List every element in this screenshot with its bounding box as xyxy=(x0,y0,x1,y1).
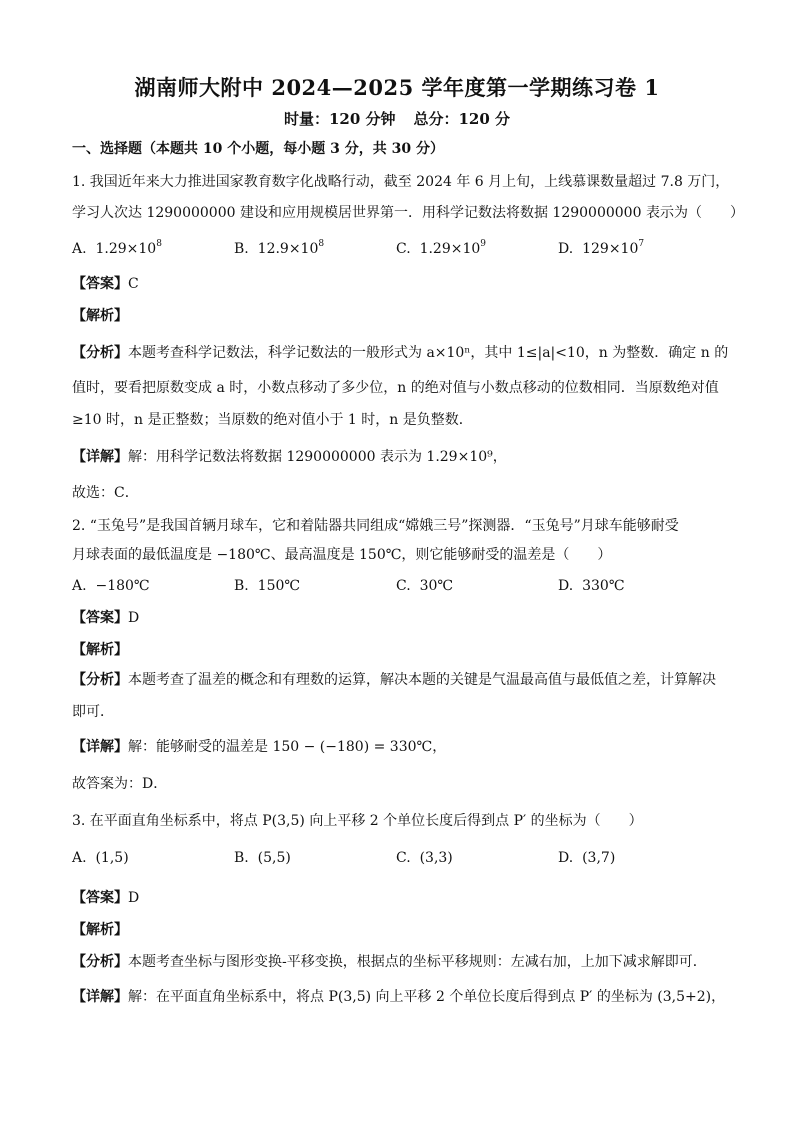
q2-jiexi-label: 【解析】 xyxy=(72,642,128,658)
section-heading: 一、选择题（本题共 10 个小题，每小题 3 分，共 30 分） xyxy=(72,141,444,157)
q1-stem-line-2: 学习人次达 1290000000 建设和应用规模居世界第一．用科学记数法将数据 1290000000 表示为（ ） xyxy=(72,205,744,221)
q1-option-c: C. $1.29\times 10^9$ xyxy=(396,239,487,257)
q1-analysis-line-1: 【分析】本题考查科学记数法，科学记数法的一般形式为 a×10ⁿ，其中 1≤|a|<10，n 为整数．确定 n 的 xyxy=(72,345,729,361)
q3-solution: 【详解】解：在平面直角坐标系中，将点 P(3,5) 向上平移 2 个单位长度后得到点 P′ 的坐标为 (3,5+2)， xyxy=(72,989,726,1005)
q2-stem-line-2: 月球表面的最低温度是 −180℃、最高温度是 150℃，则它能够耐受的温差是（ ） xyxy=(72,547,612,563)
q3-option-d: D. (3,7) xyxy=(558,850,616,866)
q2-conclusion: 故答案为：D． xyxy=(72,776,168,792)
q2-option-c: C. 30℃ xyxy=(396,578,454,594)
page-title: 湖南师大附中 2024—2025 学年度第一学期练习卷 1 xyxy=(134,75,660,100)
q1-solution: 【详解】解：用科学记数法将数据 1290000000 表示为 1.29×10⁹， xyxy=(72,449,507,465)
q2-analysis-line-2: 即可． xyxy=(72,704,114,720)
q3-option-c: C. (3,3) xyxy=(396,850,453,866)
q1-jiexi-label: 【解析】 xyxy=(72,308,128,324)
q2-stem-line-1: 2. “玉兔号”是我国首辆月球车，它和着陆器共同组成“嫦娥三号”探测器．“玉兔号”月球车能够耐受 xyxy=(72,518,679,534)
q3-option-a: A. (1,5) xyxy=(72,850,129,866)
q1-option-b: B. $12.9\times 10^8$ xyxy=(234,239,325,257)
exam-info xyxy=(0,108,794,129)
q1-option-a: A. $1.29\times 10^8$ xyxy=(72,239,162,257)
score-label: 总分：120 分 xyxy=(413,110,511,128)
q2-option-b: B. 150℃ xyxy=(234,578,301,594)
q1-analysis-line-2: 值时，要看把原数变成 a 时，小数点移动了多少位，n 的绝对值与小数点移动的位数相同．当原数绝对值 xyxy=(72,380,719,396)
q1-answer: 【答案】C xyxy=(72,276,139,292)
q3-option-b: B. (5,5) xyxy=(234,850,291,866)
q3-answer: 【答案】D xyxy=(72,890,140,906)
time-label: 时量：120 分钟 xyxy=(283,110,396,128)
q1-option-d: D. $129\times 10^7$ xyxy=(558,239,645,257)
q1-stem-line-1: 1. 我国近年来大力推进国家教育数字化战略行动，截至 2024 年 6 月上旬，上线慕课数量超过 7.8 万门， xyxy=(72,174,730,190)
q2-option-d: D. 330℃ xyxy=(558,578,625,594)
q2-analysis-line-1: 【分析】本题考查了温差的概念和有理数的运算，解决本题的关键是气温最高值与最低值之差，计算解决 xyxy=(72,672,716,688)
q3-analysis: 【分析】本题考查坐标与图形变换-平移变换，根据点的坐标平移规则：左减右加，上加下减求解即可． xyxy=(72,954,707,970)
q3-jiexi-label: 【解析】 xyxy=(72,922,128,938)
q2-solution: 【详解】解：能够耐受的温差是 150 − (−180) = 330℃， xyxy=(72,739,447,755)
q1-conclusion: 故选：C． xyxy=(72,485,139,501)
q2-answer: 【答案】D xyxy=(72,610,140,626)
q2-option-a: A. −180℃ xyxy=(72,578,150,594)
q3-stem: 3. 在平面直角坐标系中，将点 P(3,5) 向上平移 2 个单位长度后得到点 P′ 的坐标为（ ） xyxy=(72,813,643,829)
q1-analysis-line-3: ≥10 时，n 是正整数；当原数的绝对值小于 1 时，n 是负整数． xyxy=(72,412,473,428)
